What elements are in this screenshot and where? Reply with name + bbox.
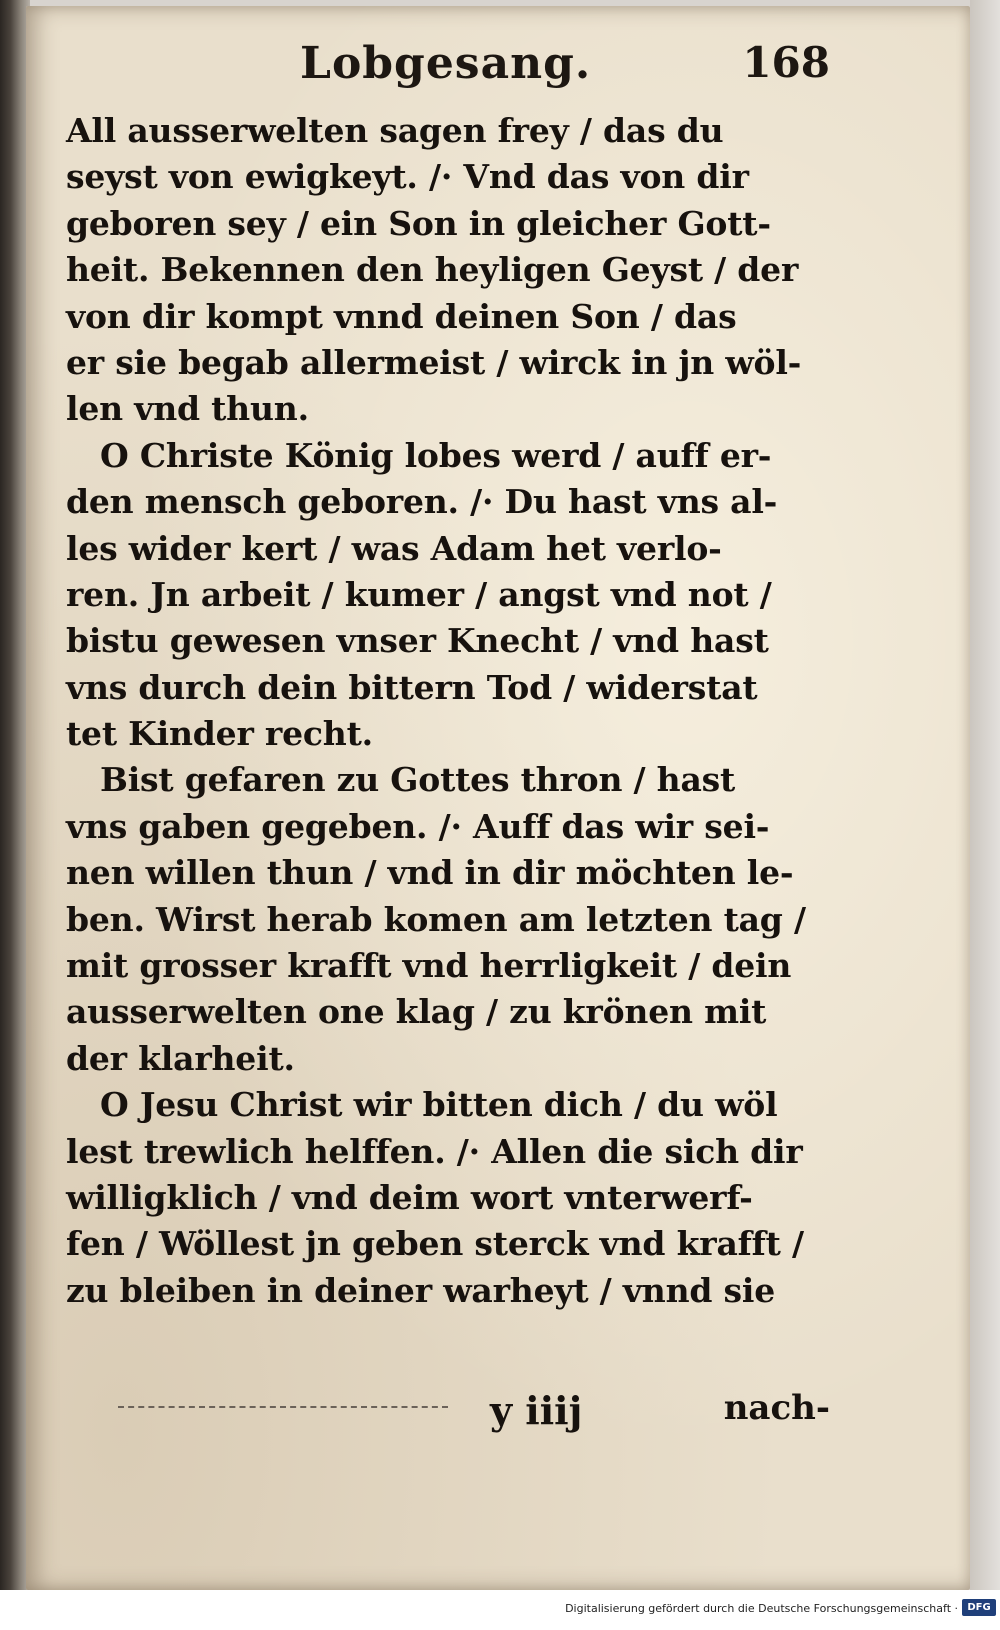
text-line: zu bleiben in deiner warheyt / vnnd sie	[66, 1270, 776, 1310]
text-line: ausserwelten one klag / zu krönen mit	[66, 992, 767, 1032]
footer-rule	[118, 1406, 448, 1408]
text-line: fen / Wöllest jn geben sterck vnd krafft /	[66, 1224, 804, 1264]
text-line: seyst von ewigkeyt. /· Vnd das von dir	[66, 157, 749, 197]
text-line: len vnd thun.	[66, 389, 309, 429]
text-line: heit. Bekennen den heyligen Geyst / der	[66, 250, 799, 290]
body-text	[66, 108, 828, 1314]
digitization-credit: Digitalisierung gefördert durch die Deutsche Forschungsgemeinschaft ·	[565, 1602, 958, 1615]
catchword: nach-	[723, 1388, 830, 1428]
text-line: All ausserwelten sagen frey / das du	[66, 111, 724, 150]
text-line: lest trewlich helffen. /· Allen die sich dir	[66, 1131, 803, 1171]
dfg-logo-icon: DFG	[962, 1599, 996, 1616]
text-line: bistu gewesen vnser Knecht / vnd hast	[66, 621, 769, 661]
text-line: O Jesu Christ wir bitten dich / du wöl	[100, 1085, 778, 1125]
text-line: ren. Jn arbeit / kumer / angst vnd not /	[66, 574, 772, 614]
text-line: Bist gefaren zu Gottes thron / hast	[100, 760, 736, 800]
text-line: vns durch dein bittern Tod / widerstat	[66, 667, 758, 707]
running-head: Lobgesang.	[300, 38, 592, 89]
text-line: von dir kompt vnnd deinen Son / das	[66, 296, 737, 336]
page-footer	[470, 1388, 830, 1438]
text-line: mit grosser krafft vnd herrligkeit / dein	[66, 946, 792, 986]
text-line: ben. Wirst herab komen am letzten tag /	[66, 899, 806, 939]
text-line: geboren sey / ein Son in gleicher Gott-	[66, 203, 771, 243]
scan-background	[970, 0, 1000, 1600]
text-line: O Christe König lobes werd / auff er-	[100, 435, 772, 475]
text-line: den mensch geboren. /· Du hast vns al-	[66, 482, 778, 522]
text-line: willigklich / vnd deim wort vnterwerf-	[66, 1177, 753, 1217]
text-line: nen willen thun / vnd in dir möchten le-	[66, 853, 794, 893]
page-header	[300, 38, 830, 98]
text-line: der klarheit.	[66, 1038, 295, 1078]
page-number: 168	[742, 38, 830, 87]
text-line: les wider kert / was Adam het verlo-	[66, 528, 722, 568]
text-line: tet Kinder recht.	[66, 714, 373, 754]
text-line: vns gaben gegeben. /· Auff das wir sei-	[66, 806, 770, 846]
text-line: er sie begab allermeist / wirck in jn wöl-	[66, 342, 802, 382]
signature-mark: y iiij	[490, 1388, 583, 1433]
